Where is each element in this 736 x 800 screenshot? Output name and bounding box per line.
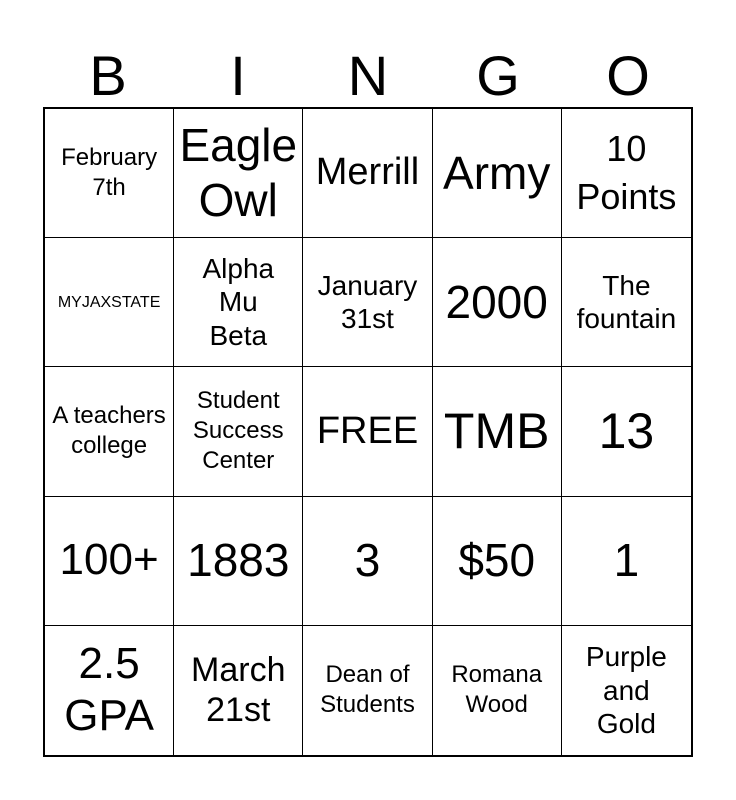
- header-letter-b: B: [89, 44, 127, 107]
- cell-text: 1: [613, 534, 640, 587]
- cell-text: TMB: [443, 402, 550, 459]
- bingo-cell[interactable]: [562, 367, 691, 496]
- header-letter-o: O: [606, 44, 650, 107]
- cell-text: 13: [598, 402, 655, 459]
- header-letter-n: N: [347, 44, 389, 107]
- cell-text: The fountain: [576, 269, 677, 335]
- cell-text: 2000: [445, 275, 548, 328]
- bingo-cell[interactable]: [45, 109, 174, 238]
- bingo-cell[interactable]: [562, 497, 691, 626]
- bingo-cell[interactable]: [562, 626, 691, 755]
- cell-text: Purple and Gold: [585, 641, 667, 740]
- bingo-cell[interactable]: [433, 626, 562, 755]
- bingo-board: [43, 107, 693, 757]
- bingo-cell[interactable]: [174, 367, 303, 496]
- cell-text: Eagle Owl: [179, 118, 298, 227]
- cell-text: Army: [443, 146, 551, 199]
- bingo-cell[interactable]: [45, 367, 174, 496]
- cell-text: 1883: [187, 534, 290, 587]
- bingo-cell[interactable]: [303, 109, 432, 238]
- bingo-cell[interactable]: [433, 109, 562, 238]
- bingo-header: [43, 44, 693, 108]
- bingo-cell[interactable]: [45, 238, 174, 367]
- bingo-cell[interactable]: [174, 626, 303, 755]
- bingo-cell[interactable]: [562, 109, 691, 238]
- cell-text: Dean of Students: [320, 661, 415, 719]
- cell-text: Romana Wood: [451, 661, 543, 719]
- bingo-cell[interactable]: [174, 238, 303, 367]
- bingo-cell[interactable]: [433, 367, 562, 496]
- bingo-cell[interactable]: [433, 497, 562, 626]
- bingo-cell[interactable]: [174, 497, 303, 626]
- cell-text: Alpha Mu Beta: [202, 252, 275, 352]
- cell-text: January 31st: [317, 269, 418, 335]
- bingo-cell[interactable]: [45, 497, 174, 626]
- bingo-cell[interactable]: [303, 626, 432, 755]
- bingo-cell[interactable]: [303, 367, 432, 496]
- bingo-cell[interactable]: [303, 497, 432, 626]
- cell-text: $50: [458, 534, 536, 587]
- cell-text: FREE: [316, 409, 419, 452]
- header-letter-i: I: [230, 44, 246, 107]
- cell-text: 100+: [59, 535, 159, 585]
- cell-text: 3: [354, 534, 381, 587]
- cell-text: March 21st: [191, 651, 286, 730]
- bingo-cell[interactable]: [562, 238, 691, 367]
- cell-text: February 7th: [61, 144, 158, 202]
- cell-text: Student Success Center: [192, 387, 284, 475]
- bingo-cell[interactable]: [45, 626, 174, 755]
- bingo-cell[interactable]: [433, 238, 562, 367]
- cell-text: A teachers college: [52, 402, 166, 460]
- header-letter-g: G: [476, 44, 520, 107]
- cell-text: 10 Points: [576, 127, 677, 218]
- bingo-cell[interactable]: [174, 109, 303, 238]
- cell-text: 2.5 GPA: [64, 638, 154, 741]
- cell-text: MYJAXSTATE: [57, 293, 161, 311]
- cell-text: Merrill: [315, 151, 420, 194]
- bingo-cell[interactable]: [303, 238, 432, 367]
